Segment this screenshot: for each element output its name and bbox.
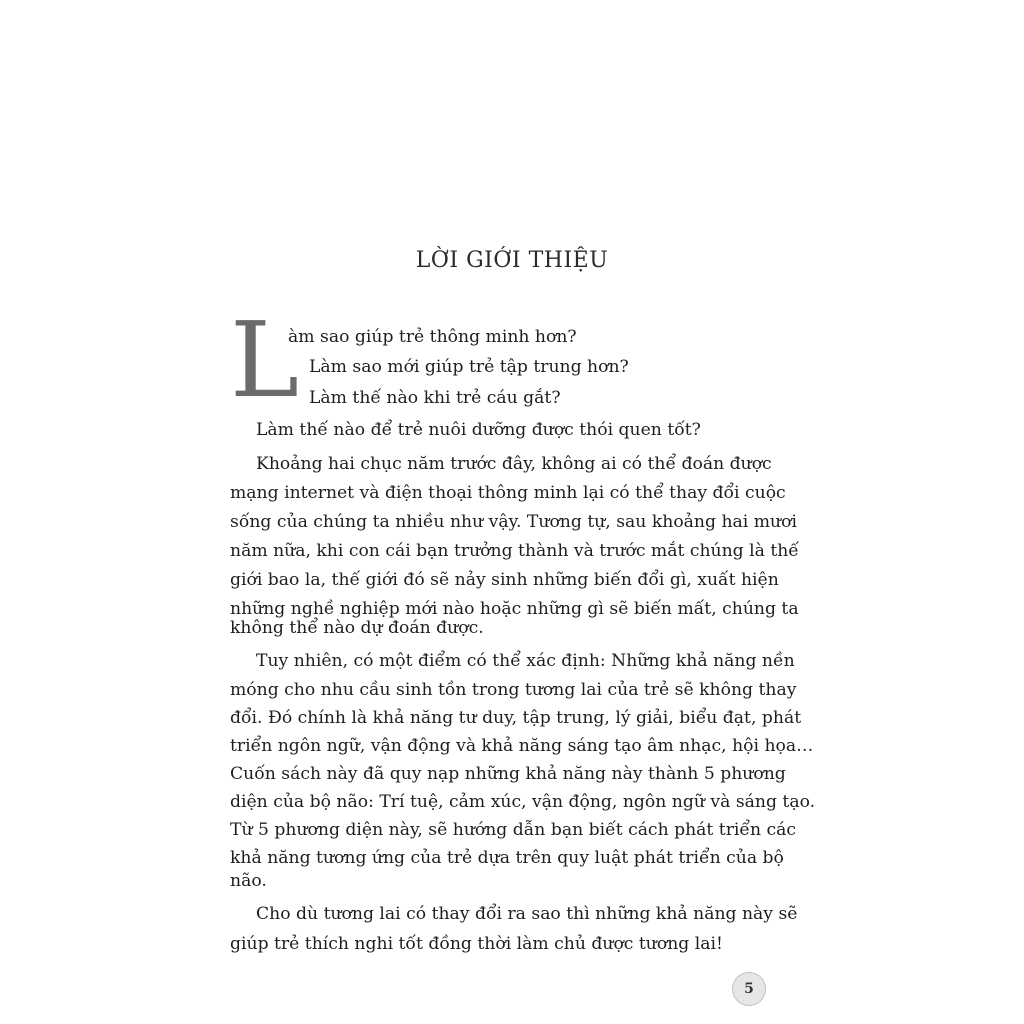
para1-line: không thể nào dự đoán được. bbox=[230, 618, 484, 638]
intro-line-4: Làm thế nào để trẻ nuôi dưỡng được thói quen tốt? bbox=[256, 420, 701, 440]
para2-line: Tuy nhiên, có một điểm có thể xác định: Những khả năng nền bbox=[256, 651, 795, 671]
para2-line: khả năng tương ứng của trẻ dựa trên quy luật phát triển của bộ bbox=[230, 848, 784, 868]
page-title: LỜI GIỚI THIỆU bbox=[415, 248, 609, 273]
para1-line: những nghề nghiệp mới nào hoặc những gì sẽ biến mất, chúng ta bbox=[230, 599, 799, 619]
para2-line: móng cho nhu cầu sinh tồn trong tương lai của trẻ sẽ không thay bbox=[230, 680, 797, 700]
intro-line-2: Làm sao mới giúp trẻ tập trung hơn? bbox=[309, 357, 629, 377]
para1-line: năm nữa, khi con cái bạn trưởng thành và trước mắt chúng là thế bbox=[230, 541, 799, 561]
para1-line: Khoảng hai chục năm trước đây, không ai có thể đoán được bbox=[256, 454, 772, 474]
para2-line: Từ 5 phương diện này, sẽ hướng dẫn bạn biết cách phát triển các bbox=[230, 820, 797, 840]
drop-cap: L bbox=[230, 299, 300, 421]
para2-line: triển ngôn ngữ, vận động và khả năng sáng tạo âm nhạc, hội họa… bbox=[230, 736, 814, 756]
para3-line: giúp trẻ thích nghi tốt đồng thời làm chủ được tương lai! bbox=[230, 934, 723, 954]
para1-line: sống của chúng ta nhiều như vậy. Tương tự, sau khoảng hai mươi bbox=[230, 512, 797, 532]
para2-line: đổi. Đó chính là khả năng tư duy, tập trung, lý giải, biểu đạt, phát bbox=[230, 708, 802, 728]
para3-line: Cho dù tương lai có thay đổi ra sao thì những khả năng này sẽ bbox=[256, 904, 798, 924]
para1-line: giới bao la, thế giới đó sẽ nảy sinh những biến đổi gì, xuất hiện bbox=[230, 570, 779, 590]
intro-line-1: àm sao giúp trẻ thông minh hơn? bbox=[288, 327, 577, 347]
para2-line: Cuốn sách này đã quy nạp những khả năng này thành 5 phương bbox=[230, 764, 786, 784]
para2-line: diện của bộ não: Trí tuệ, cảm xúc, vận động, ngôn ngữ và sáng tạo. bbox=[230, 792, 816, 812]
para1-line: mạng internet và điện thoại thông minh lại có thể thay đổi cuộc bbox=[230, 483, 786, 503]
intro-line-3: Làm thế nào khi trẻ cáu gắt? bbox=[309, 388, 561, 408]
para2-line: não. bbox=[230, 871, 267, 891]
page-number-badge: 5 bbox=[732, 972, 766, 1006]
